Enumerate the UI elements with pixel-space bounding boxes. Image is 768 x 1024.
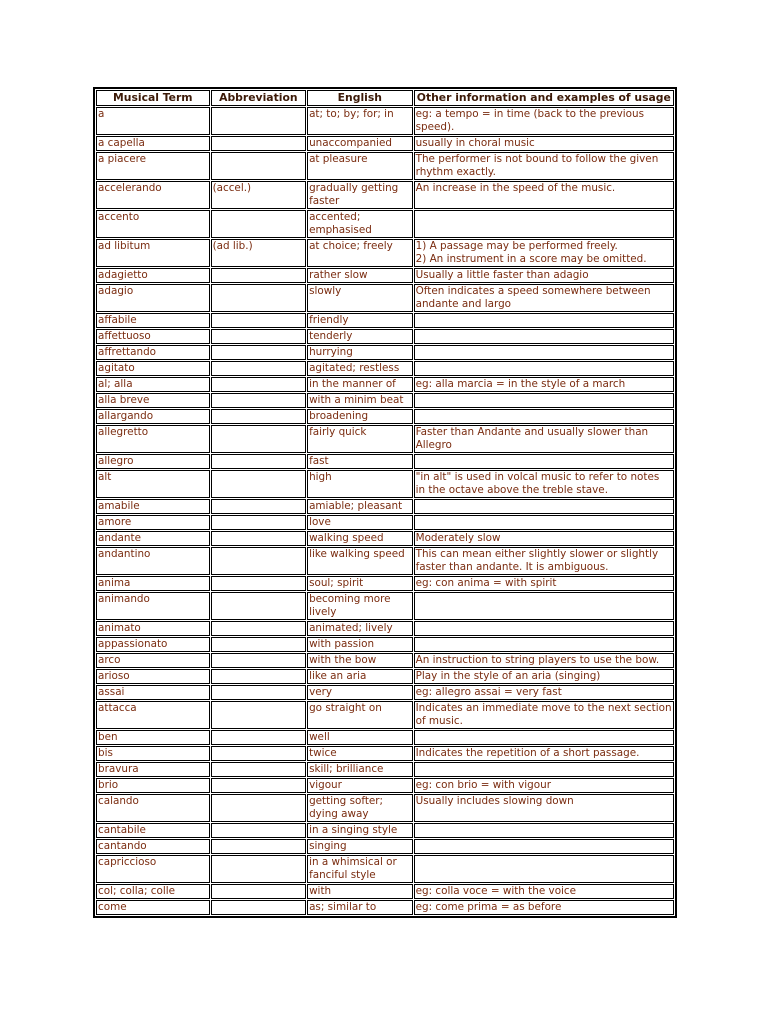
abbreviation-cell — [211, 136, 306, 151]
table-row — [96, 576, 674, 591]
table-row — [96, 152, 674, 180]
info-cell: eg: come prima = as before — [414, 900, 674, 915]
term-cell: a piacere — [96, 152, 210, 180]
abbreviation-cell — [211, 329, 306, 344]
term-cell: amabile — [96, 499, 210, 514]
term-cell: adagio — [96, 284, 210, 312]
info-cell — [414, 210, 674, 238]
abbreviation-cell — [211, 107, 306, 135]
english-cell: go straight on — [307, 701, 413, 729]
term-cell: animando — [96, 592, 210, 620]
english-cell: as; similar to — [307, 900, 413, 915]
table-row — [96, 284, 674, 312]
info-cell: This can mean either slightly slower or slightly faster than andante. It is ambiguous. — [414, 547, 674, 575]
info-cell — [414, 515, 674, 530]
term-cell: bravura — [96, 762, 210, 777]
abbreviation-cell — [211, 152, 306, 180]
table-row — [96, 884, 674, 899]
table-row — [96, 531, 674, 546]
info-cell: eg: alla marcia = in the style of a march — [414, 377, 674, 392]
table-row — [96, 685, 674, 700]
term-cell: a — [96, 107, 210, 135]
abbreviation-cell — [211, 345, 306, 360]
term-cell: amore — [96, 515, 210, 530]
abbreviation-cell — [211, 576, 306, 591]
term-cell: capriccioso — [96, 855, 210, 883]
table-row — [96, 181, 674, 209]
info-cell — [414, 621, 674, 636]
info-cell: Play in the style of an aria (singing) — [414, 669, 674, 684]
english-cell: at choice; freely — [307, 239, 413, 267]
table-header-row — [96, 90, 674, 106]
term-cell: affettuoso — [96, 329, 210, 344]
abbreviation-cell — [211, 653, 306, 668]
abbreviation-cell — [211, 284, 306, 312]
info-cell: Indicates an immediate move to the next section of music. — [414, 701, 674, 729]
abbreviation-cell — [211, 361, 306, 376]
term-cell: alt — [96, 470, 210, 498]
info-cell — [414, 637, 674, 652]
info-cell: An instruction to string players to use the bow. — [414, 653, 674, 668]
english-cell: very — [307, 685, 413, 700]
abbreviation-cell — [211, 515, 306, 530]
abbreviation-cell — [211, 454, 306, 469]
table-row — [96, 730, 674, 745]
english-cell: vigour — [307, 778, 413, 793]
abbreviation-cell — [211, 393, 306, 408]
english-cell: twice — [307, 746, 413, 761]
table-row — [96, 762, 674, 777]
term-cell: affabile — [96, 313, 210, 328]
english-cell: rather slow — [307, 268, 413, 283]
english-cell: singing — [307, 839, 413, 854]
term-cell: accento — [96, 210, 210, 238]
column-header-english: English — [307, 90, 413, 106]
english-cell: animated; lively — [307, 621, 413, 636]
english-cell: fast — [307, 454, 413, 469]
term-cell: come — [96, 900, 210, 915]
info-cell — [414, 499, 674, 514]
info-cell: eg: con brio = with vigour — [414, 778, 674, 793]
abbreviation-cell — [211, 669, 306, 684]
term-cell: andante — [96, 531, 210, 546]
english-cell: well — [307, 730, 413, 745]
term-cell: assai — [96, 685, 210, 700]
term-cell: animato — [96, 621, 210, 636]
english-cell: slowly — [307, 284, 413, 312]
term-cell: allegro — [96, 454, 210, 469]
table-row — [96, 746, 674, 761]
abbreviation-cell — [211, 210, 306, 238]
musical-terms-table — [93, 87, 677, 918]
table-row — [96, 669, 674, 684]
term-cell: affrettando — [96, 345, 210, 360]
info-cell — [414, 839, 674, 854]
info-cell: eg: colla voce = with the voice — [414, 884, 674, 899]
table-row — [96, 136, 674, 151]
column-header-abbreviation: Abbreviation — [211, 90, 306, 106]
info-cell: 1) A passage may be performed freely. 2) An instrument in a score may be omitted. — [414, 239, 674, 267]
info-cell — [414, 823, 674, 838]
info-cell — [414, 454, 674, 469]
english-cell: unaccompanied — [307, 136, 413, 151]
table-row — [96, 313, 674, 328]
abbreviation-cell — [211, 778, 306, 793]
english-cell: love — [307, 515, 413, 530]
table-row — [96, 409, 674, 424]
english-cell: with the bow — [307, 653, 413, 668]
english-cell: like an aria — [307, 669, 413, 684]
english-cell: gradually getting faster — [307, 181, 413, 209]
abbreviation-cell — [211, 637, 306, 652]
column-header-other-information: Other information and examples of usage — [414, 90, 674, 106]
english-cell: soul; spirit — [307, 576, 413, 591]
english-cell: at pleasure — [307, 152, 413, 180]
table-row — [96, 107, 674, 135]
info-cell — [414, 409, 674, 424]
abbreviation-cell — [211, 409, 306, 424]
info-cell: eg: a tempo = in time (back to the previous speed). — [414, 107, 674, 135]
term-cell: agitato — [96, 361, 210, 376]
table-row — [96, 210, 674, 238]
abbreviation-cell — [211, 531, 306, 546]
abbreviation-cell — [211, 313, 306, 328]
abbreviation-cell — [211, 425, 306, 453]
abbreviation-cell — [211, 730, 306, 745]
info-cell — [414, 313, 674, 328]
abbreviation-cell — [211, 794, 306, 822]
abbreviation-cell — [211, 855, 306, 883]
term-cell: cantando — [96, 839, 210, 854]
info-cell: The performer is not bound to follow the given rhythm exactly. — [414, 152, 674, 180]
term-cell: appassionato — [96, 637, 210, 652]
table-row — [96, 470, 674, 498]
english-cell: broadening — [307, 409, 413, 424]
term-cell: arco — [96, 653, 210, 668]
abbreviation-cell — [211, 547, 306, 575]
table-row — [96, 361, 674, 376]
abbreviation-cell: (ad lib.) — [211, 239, 306, 267]
english-cell: with — [307, 884, 413, 899]
abbreviation-cell — [211, 268, 306, 283]
english-cell: friendly — [307, 313, 413, 328]
info-cell: Moderately slow — [414, 531, 674, 546]
table-row — [96, 855, 674, 883]
info-cell: Usually a little faster than adagio — [414, 268, 674, 283]
term-cell: cantabile — [96, 823, 210, 838]
table-row — [96, 592, 674, 620]
table-row — [96, 454, 674, 469]
english-cell: becoming more lively — [307, 592, 413, 620]
abbreviation-cell — [211, 746, 306, 761]
info-cell: An increase in the speed of the music. — [414, 181, 674, 209]
abbreviation-cell — [211, 884, 306, 899]
term-cell: a capella — [96, 136, 210, 151]
abbreviation-cell — [211, 701, 306, 729]
english-cell: high — [307, 470, 413, 498]
english-cell: walking speed — [307, 531, 413, 546]
english-cell: amiable; pleasant — [307, 499, 413, 514]
table-row — [96, 823, 674, 838]
info-cell: usually in choral music — [414, 136, 674, 151]
english-cell: accented; emphasised — [307, 210, 413, 238]
table-row — [96, 794, 674, 822]
info-cell: eg: con anima = with spirit — [414, 576, 674, 591]
abbreviation-cell — [211, 621, 306, 636]
english-cell: with a minim beat — [307, 393, 413, 408]
info-cell: Indicates the repetition of a short passage. — [414, 746, 674, 761]
term-cell: allegretto — [96, 425, 210, 453]
term-cell: col; colla; colle — [96, 884, 210, 899]
abbreviation-cell — [211, 839, 306, 854]
table-row — [96, 425, 674, 453]
term-cell: calando — [96, 794, 210, 822]
table-row — [96, 393, 674, 408]
info-cell — [414, 361, 674, 376]
english-cell: skill; brilliance — [307, 762, 413, 777]
term-cell: al; alla — [96, 377, 210, 392]
info-cell: "in alt" is used in volcal music to refer to notes in the octave above the treble stave. — [414, 470, 674, 498]
english-cell: getting softer; dying away — [307, 794, 413, 822]
term-cell: alla breve — [96, 393, 210, 408]
table-row — [96, 329, 674, 344]
table-row — [96, 499, 674, 514]
term-cell: ben — [96, 730, 210, 745]
term-cell: attacca — [96, 701, 210, 729]
term-cell: adagietto — [96, 268, 210, 283]
english-cell: fairly quick — [307, 425, 413, 453]
abbreviation-cell — [211, 823, 306, 838]
english-cell: in a whimsical or fanciful style — [307, 855, 413, 883]
table-row — [96, 900, 674, 915]
info-cell — [414, 345, 674, 360]
abbreviation-cell — [211, 377, 306, 392]
table-row — [96, 653, 674, 668]
table-row — [96, 621, 674, 636]
english-cell: at; to; by; for; in — [307, 107, 413, 135]
table-row — [96, 377, 674, 392]
info-cell: Usually includes slowing down — [414, 794, 674, 822]
table-row — [96, 839, 674, 854]
table-row — [96, 268, 674, 283]
info-cell — [414, 730, 674, 745]
table-row — [96, 778, 674, 793]
table-row — [96, 637, 674, 652]
english-cell: in the manner of — [307, 377, 413, 392]
abbreviation-cell — [211, 592, 306, 620]
info-cell: Often indicates a speed somewhere between andante and largo — [414, 284, 674, 312]
abbreviation-cell: (accel.) — [211, 181, 306, 209]
english-cell: with passion — [307, 637, 413, 652]
term-cell: anima — [96, 576, 210, 591]
english-cell: in a singing style — [307, 823, 413, 838]
term-cell: brio — [96, 778, 210, 793]
info-cell — [414, 762, 674, 777]
glossary-sheet — [93, 87, 677, 918]
abbreviation-cell — [211, 685, 306, 700]
abbreviation-cell — [211, 900, 306, 915]
abbreviation-cell — [211, 499, 306, 514]
english-cell: agitated; restless — [307, 361, 413, 376]
info-cell — [414, 592, 674, 620]
table-row — [96, 345, 674, 360]
english-cell: hurrying — [307, 345, 413, 360]
info-cell: Faster than Andante and usually slower than Allegro — [414, 425, 674, 453]
table-row — [96, 515, 674, 530]
table-row — [96, 701, 674, 729]
info-cell — [414, 855, 674, 883]
term-cell: accelerando — [96, 181, 210, 209]
table-body — [96, 107, 674, 915]
term-cell: arioso — [96, 669, 210, 684]
table-row — [96, 239, 674, 267]
term-cell: ad libitum — [96, 239, 210, 267]
info-cell: eg: allegro assai = very fast — [414, 685, 674, 700]
english-cell: like walking speed — [307, 547, 413, 575]
term-cell: andantino — [96, 547, 210, 575]
abbreviation-cell — [211, 762, 306, 777]
abbreviation-cell — [211, 470, 306, 498]
table-row — [96, 547, 674, 575]
info-cell — [414, 393, 674, 408]
term-cell: allargando — [96, 409, 210, 424]
column-header-musical-term: Musical Term — [96, 90, 210, 106]
term-cell: bis — [96, 746, 210, 761]
info-cell — [414, 329, 674, 344]
english-cell: tenderly — [307, 329, 413, 344]
